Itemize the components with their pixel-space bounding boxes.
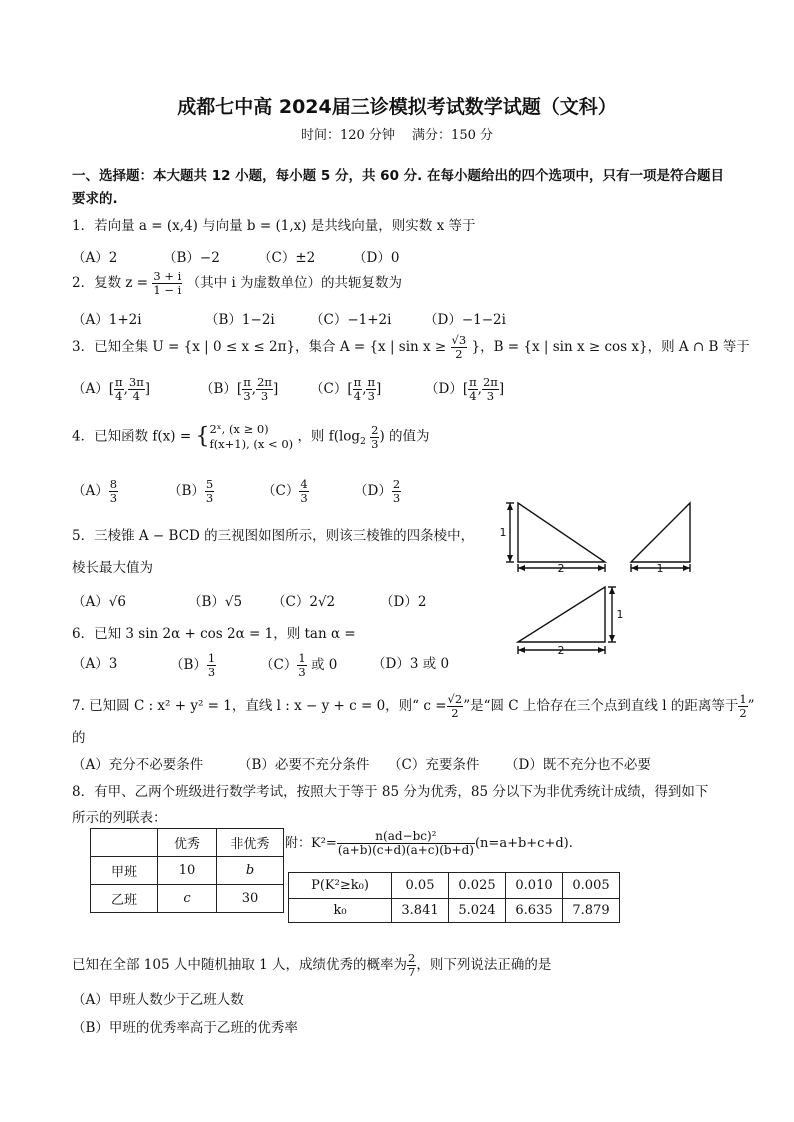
q6-option-a: （A）3: [72, 656, 118, 672]
q2-frac-num: 3 + i: [153, 269, 182, 283]
k2-num: n(ad−bc)²: [337, 830, 475, 844]
q7-post: ”: [747, 698, 755, 714]
q4-c-label: （C）: [262, 483, 300, 499]
q7-option-d: （D）既不充分也不必要: [505, 757, 651, 773]
q2-stem: [72, 270, 402, 297]
q3-a-lb: [: [108, 381, 115, 397]
q5-option-d: （D）2: [380, 594, 427, 610]
front-height-label: 1: [499, 526, 507, 539]
q4-option-d: [354, 478, 401, 505]
table-cell: 3.841: [392, 899, 449, 923]
q3-b-f1n: π: [243, 375, 251, 389]
q7-pre: 7. 已知圆 C : x² + y² = 1，直线 l : x − y + c = 0，则“ c =: [72, 698, 447, 714]
q8-cond-pre: 已知在全部 105 人中随机抽取 1 人，成绩优秀的概率为: [72, 957, 408, 973]
k2-pre: 附：K²=: [285, 836, 337, 851]
q3-d-f2n: 2π: [482, 375, 498, 389]
q3-c-f2n: π: [367, 375, 376, 389]
q3-option-d: （D）[ $\frac{\pi}{4}$ , $\frac{2\pi}{3}$ ]: [425, 375, 505, 403]
q4-brace: {: [195, 424, 210, 449]
q4-c-num: 4: [300, 477, 308, 491]
q4-b-frac: [205, 478, 214, 505]
q6-c-label: （C）: [260, 657, 298, 673]
q1-option-a: （A）2: [72, 250, 118, 266]
page-title: 成都七中高 2024届三诊模拟考试数学试题（文科）: [177, 96, 617, 118]
k2-formula: [285, 830, 573, 857]
front-view-triangle: [518, 503, 605, 562]
q2-fraction: [152, 270, 182, 297]
q4-stem: [72, 422, 430, 452]
q3-b-f1d: 3: [243, 389, 251, 403]
table-cell: 0.010: [506, 873, 563, 899]
table-row: [91, 885, 284, 913]
q7-option-b: （B）必要不充分条件: [238, 757, 370, 773]
table-cell: 10: [158, 857, 217, 885]
front-width-label: 2: [557, 562, 565, 575]
q6-b-frac: [207, 652, 216, 679]
q4-case1: 2ˣ, (x ≥ 0): [209, 422, 269, 436]
q3-c-label: （C）: [310, 381, 348, 397]
q3-b-frac1: [242, 376, 252, 403]
q4-frac-den: 3: [371, 436, 379, 451]
q4-d-num: 2: [392, 477, 401, 491]
q5-stem-line2: 棱长最大值为: [72, 560, 153, 576]
q7-frac2-num: 1: [739, 692, 747, 706]
q1-option-c: （C）±2: [258, 250, 316, 266]
q1-stem: 1．若向量 a = (x,4) 与向量 b = (1,x) 是共线向量，则实数 x 等于: [72, 218, 476, 234]
q8-stem-line2: 所示的列联表：: [72, 810, 167, 826]
q3-d-f1d: 4: [469, 389, 477, 403]
q3-c-lb: [: [347, 381, 353, 397]
q8-cond-frac: [407, 952, 416, 979]
q6-c-num: 1: [298, 651, 306, 665]
q3-b-f2d: 3: [260, 389, 269, 403]
table-cell: b: [217, 857, 284, 885]
top-width-label: 2: [557, 644, 565, 657]
q3-b-f2n: 2π: [257, 375, 272, 389]
k2-fraction: [337, 830, 475, 857]
q6-c-post: 或 0: [310, 657, 338, 673]
q3-d-label: （D）: [425, 381, 463, 397]
q3-c-f2d: 3: [367, 389, 375, 403]
q6-option-d: （D）3 或 0: [372, 656, 450, 672]
q2-post: （其中 i 为虚数单位）的共轭复数为: [186, 275, 403, 291]
q4-b-num: 5: [205, 477, 214, 491]
q3-b-label: （B）: [200, 381, 237, 397]
q4-b-label: （B）: [168, 483, 205, 499]
q2-option-c: （C）−1+2i: [310, 312, 392, 328]
q3-option-c: （C）[ $\frac{\pi}{4}$ , $\frac{\pi}{3}$ ]: [310, 375, 382, 403]
q6-c-frac: [297, 652, 306, 679]
side-view-triangle: [631, 503, 690, 562]
table-cell: P(K²≥k₀): [289, 873, 392, 899]
table-row: [91, 829, 284, 857]
q4-d-frac: [392, 478, 401, 505]
q3-a-f1d: 4: [115, 389, 123, 403]
q4-option-a: [72, 478, 118, 505]
q3-d-frac2: [482, 376, 499, 403]
q8-option-a: （A）甲班人数少于乙班人数: [72, 992, 244, 1008]
table-cell: 5.024: [449, 899, 506, 923]
q1-option-d: （D）0: [353, 250, 400, 266]
table-cell: 7.879: [563, 899, 620, 923]
table-cell: 0.005: [563, 873, 620, 899]
table-row: [91, 857, 284, 885]
table-cell: k₀: [289, 899, 392, 923]
q6-b-label: （B）: [170, 657, 207, 673]
q3-a-frac1: [114, 376, 124, 403]
q4-a-frac: [109, 478, 118, 505]
q2-option-b: （B）1−2i: [205, 312, 275, 328]
q3-a-rb: ]: [144, 381, 151, 397]
q3-d-lb: [: [462, 381, 469, 397]
q8-cond-num: 2: [408, 951, 416, 965]
table-cell: 乙班: [91, 885, 158, 913]
table-cell: 6.635: [506, 899, 563, 923]
q4-option-b: [168, 478, 214, 505]
q7-frac1-den: 2: [451, 706, 459, 720]
table-cell: 30: [217, 885, 284, 913]
k2-den: (a+b)(c+d)(a+c)(b+d): [337, 843, 474, 857]
q2-option-a: （A）1+2i: [72, 312, 142, 328]
q4-frac-num: 2: [371, 422, 379, 437]
q8-stem-line1: 8．有甲、乙两个班级进行数学考试，按照大于等于 85 分为优秀，85 分以下为非优秀统计成绩，得到如下: [72, 784, 709, 800]
q3-b-frac2: [256, 376, 273, 403]
q3-a-frac2: [128, 376, 145, 403]
q3-d-f2d: 3: [486, 389, 495, 403]
table-cell: [91, 829, 158, 857]
q4-log-base: 2: [360, 437, 366, 448]
q3-stem-a: 3．已知全集 U = {x | 0 ≤ x ≤ 2π}，集合 A = {x | sin x ≥: [72, 339, 447, 355]
table-row: [289, 899, 620, 923]
q4-c-frac: [299, 478, 308, 505]
q7-stem-line2: 的: [72, 730, 86, 746]
q1-option-b: （B）−2: [163, 250, 220, 266]
q3-c-frac1: [353, 376, 363, 403]
q6-b-den: 3: [207, 665, 216, 679]
q6-option-b: [170, 652, 216, 679]
section-heading-line2: 要求的.: [72, 191, 118, 207]
k2-post: (n=a+b+c+d).: [474, 836, 573, 851]
q4-d-label: （D）: [354, 483, 392, 499]
q3-b-rb: ]: [272, 381, 279, 397]
q8-option-b: （B）甲班的优秀率高于乙班的优秀率: [72, 1020, 298, 1036]
q3-frac-den: 2: [455, 347, 463, 361]
q8-cond-post: ，则下列说法正确的是: [416, 957, 552, 973]
q4-a-label: （A）: [72, 483, 109, 499]
q3-d-f1n: π: [469, 375, 477, 389]
q3-d-frac1: [468, 376, 478, 403]
q4-a-num: 8: [109, 477, 118, 491]
q4-pre: 4．已知函数 f(x) =: [72, 428, 192, 445]
q7-frac1-num: √2: [447, 692, 463, 706]
exam-info: 时间：120 分钟 满分：150 分: [300, 128, 494, 143]
q8-cond-den: 7: [408, 965, 416, 979]
q4-case2: f(x+1), (x < 0): [209, 437, 294, 451]
q6-stem: 6．已知 3 sin 2α + cos 2α = 1，则 tan α =: [72, 626, 356, 642]
table-row: [289, 873, 620, 899]
q7-stem: [72, 693, 755, 720]
q6-option-c: [260, 652, 337, 679]
table-cell: c: [158, 885, 217, 913]
q3-stem-b: }，B = {x | sin x ≥ cos x}，则 A ∩ B 等于: [471, 339, 750, 355]
q5-option-a: （A）√6: [72, 594, 126, 610]
q3-stem: [72, 334, 750, 361]
q4-a-den: 3: [109, 491, 118, 505]
section-heading-line1: 一、选择题：本大题共 12 小题，每小题 5 分，共 60 分. 在每小题给出的四个选项中，只有一项是符合题目: [72, 168, 724, 184]
q5-option-b: （B）√5: [188, 594, 243, 610]
q4-mid: ，则 f(log: [297, 428, 361, 445]
q3-c-f1d: 4: [353, 389, 362, 403]
q7-option-a: （A）充分不必要条件: [72, 757, 204, 773]
q2-option-d: （D）−1−2i: [424, 312, 506, 328]
q3-a-label: （A）: [72, 381, 109, 397]
q3-option-b: （B）[ $\frac{\pi}{3}$ , $\frac{2\pi}{3}$ ]: [200, 375, 279, 403]
q7-option-c: （C）充要条件: [388, 757, 480, 773]
q4-b-den: 3: [205, 491, 214, 505]
table-cell: 0.025: [449, 873, 506, 899]
q8-condition: [72, 952, 551, 979]
three-view-figure: [490, 490, 715, 665]
q3-c-f1n: π: [353, 375, 362, 389]
q2-pre: 2．复数 z =: [72, 275, 149, 291]
q3-a-f1n: π: [115, 375, 123, 389]
q3-frac-num: √3: [451, 333, 467, 347]
q3-c-frac2: [366, 376, 376, 403]
q3-a-f2n: 3π: [128, 375, 144, 389]
q3-fraction: [451, 334, 468, 361]
q4-c-den: 3: [300, 491, 308, 505]
side-width-label: 1: [656, 562, 664, 575]
table-cell: 0.05: [392, 873, 449, 899]
q4-post: ) 的值为: [379, 428, 430, 445]
table-cell: 非优秀: [217, 829, 284, 857]
table-cell: 优秀: [158, 829, 217, 857]
q6-c-den: 3: [298, 665, 306, 679]
top-height-label: 1: [616, 608, 624, 621]
contingency-table: [90, 828, 284, 913]
q4-option-c: [262, 478, 309, 505]
q2-frac-den: 1 − i: [153, 283, 182, 297]
q3-b-lb: [: [236, 381, 243, 397]
q3-option-a: （A）[ $\frac{\pi}{4}$ , $\frac{3\pi}{4}$ ]: [72, 375, 151, 403]
table-cell: 甲班: [91, 857, 158, 885]
top-view-triangle: [518, 587, 605, 642]
q7-frac2-den: 2: [739, 706, 747, 720]
q6-b-num: 1: [207, 651, 216, 665]
q5-stem-line1: 5．三棱锥 A − BCD 的三视图如图所示，则该三棱锥的四条棱中，: [72, 528, 475, 544]
q3-d-rb: ]: [498, 381, 505, 397]
q7-frac1: [447, 693, 464, 720]
q4-d-den: 3: [392, 491, 401, 505]
q4-cases: [209, 422, 293, 452]
q5-option-c: （C）2√2: [272, 594, 336, 610]
q3-a-f2d: 4: [132, 389, 140, 403]
q7-mid: ”是“圆 C 上恰存在三个点到直线 l 的距离等于: [463, 698, 739, 714]
q7-frac2: [738, 693, 747, 720]
critical-value-table: [288, 872, 620, 923]
q3-c-rb: ]: [376, 381, 382, 397]
